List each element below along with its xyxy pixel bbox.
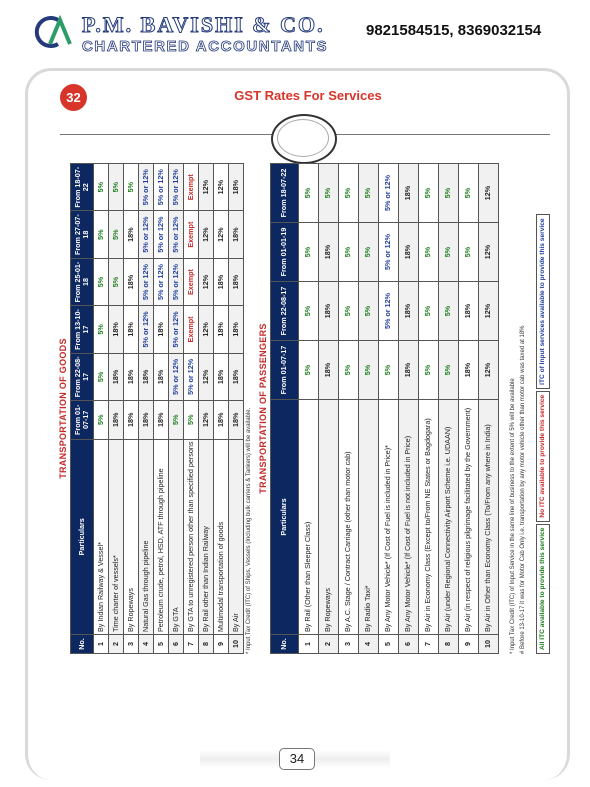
rate-cell: 5% bbox=[319, 164, 339, 223]
rate-cell: 18% bbox=[109, 401, 124, 439]
rate-cell: 18% bbox=[229, 401, 244, 439]
rate-cell: 18% bbox=[319, 223, 339, 282]
table-row bbox=[459, 164, 479, 654]
rate-cell: 18% bbox=[399, 164, 419, 223]
rate-cell: 5% or 12% bbox=[379, 164, 399, 223]
rate-cell: 12% bbox=[479, 341, 499, 400]
goods-header-2: From 01-07-17 bbox=[71, 401, 94, 439]
goods-header-0: No. bbox=[71, 635, 94, 654]
firm-logo-icon bbox=[28, 14, 76, 50]
table-row bbox=[399, 164, 419, 654]
passengers-header-2: From 01-07-17 bbox=[271, 341, 299, 400]
row-number: 7 bbox=[419, 635, 439, 654]
rate-cell: 18% bbox=[154, 401, 169, 439]
legend-all-itc: All ITC available to provide this service bbox=[536, 524, 550, 654]
rate-cell: 5% bbox=[359, 223, 379, 282]
table-row bbox=[139, 164, 154, 654]
row-number: 2 bbox=[319, 635, 339, 654]
row-particulars: By Indian Railway & Vessel* bbox=[94, 439, 109, 634]
content-inner bbox=[58, 163, 552, 654]
rate-cell: 5% bbox=[359, 341, 379, 400]
rate-cell: Exempt bbox=[184, 211, 199, 258]
row-number: 5 bbox=[154, 635, 169, 654]
row-particulars: By Radio Taxi* bbox=[359, 400, 379, 635]
rate-cell: 12% bbox=[479, 164, 499, 223]
row-particulars: Multimodal transportation of goods bbox=[214, 439, 229, 634]
firm-subtitle: CHARTERED ACCOUNTANTS bbox=[82, 38, 329, 55]
rate-cell: 5% bbox=[439, 282, 459, 341]
rate-cell: 5% or 12% bbox=[169, 164, 184, 211]
rate-cell: 5% or 12% bbox=[139, 211, 154, 258]
rate-cell: 5% bbox=[169, 401, 184, 439]
rate-cell: 5% or 12% bbox=[154, 211, 169, 258]
table-row bbox=[109, 164, 124, 654]
row-particulars: Natural Gas through pipeline bbox=[139, 439, 154, 634]
passengers-section-title: TRANSPORTATION OF PASSENGERS bbox=[258, 323, 268, 494]
table-row bbox=[339, 164, 359, 654]
rate-cell: 5% bbox=[359, 164, 379, 223]
decorative-circle-inner bbox=[277, 119, 329, 157]
rate-cell: 18% bbox=[109, 353, 124, 400]
rate-cell: 5% bbox=[109, 164, 124, 211]
passengers-header-4: From 01-01-19 bbox=[271, 223, 299, 282]
rate-cell: 18% bbox=[154, 353, 169, 400]
row-number: 3 bbox=[124, 635, 139, 654]
rate-cell: 5% bbox=[109, 258, 124, 305]
rate-cell: 18% bbox=[229, 211, 244, 258]
table-row bbox=[359, 164, 379, 654]
row-particulars: By Ropeways bbox=[319, 400, 339, 635]
rate-cell: 5% bbox=[419, 341, 439, 400]
rate-cell: 12% bbox=[199, 164, 214, 211]
legend-itc-input: ITC of Input services available to provide this service bbox=[536, 214, 550, 388]
row-particulars: By Air (under Regional Connectivity Airport Scheme i.e. UDAAN) bbox=[439, 400, 459, 635]
rate-cell: 18% bbox=[124, 306, 139, 353]
table-row bbox=[479, 164, 499, 654]
rate-cell: 5% bbox=[379, 341, 399, 400]
rate-cell: 18% bbox=[459, 282, 479, 341]
page-badge: 32 bbox=[60, 84, 87, 111]
passengers-header-1: Particulars bbox=[271, 400, 299, 635]
rate-cell: 5% bbox=[109, 211, 124, 258]
firm-name: P.M. BAVISHI & CO. bbox=[82, 12, 325, 37]
row-particulars: By Ropeways bbox=[124, 439, 139, 634]
row-number: 8 bbox=[439, 635, 459, 654]
row-number: 10 bbox=[479, 635, 499, 654]
rate-cell: 18% bbox=[214, 401, 229, 439]
rate-cell: 5% bbox=[94, 164, 109, 211]
row-number: 5 bbox=[379, 635, 399, 654]
rate-cell: 18% bbox=[124, 401, 139, 439]
rate-cell: 5% or 12% bbox=[169, 258, 184, 305]
footer-page-number: 34 bbox=[279, 748, 315, 770]
rate-cell: 18% bbox=[399, 341, 419, 400]
row-number: 2 bbox=[109, 635, 124, 654]
rate-cell: 5% bbox=[94, 211, 109, 258]
table-row bbox=[199, 164, 214, 654]
row-particulars: By GTA to unregistered person other than specified persons bbox=[184, 439, 199, 634]
goods-header-5: From 25-01-18 bbox=[71, 258, 94, 305]
table-row bbox=[319, 164, 339, 654]
row-particulars: Petroleum crude, petrol, HSD, ATF through pipeline bbox=[154, 439, 169, 634]
rate-cell: 18% bbox=[399, 282, 419, 341]
rate-cell: 5% bbox=[439, 223, 459, 282]
rate-cell: 18% bbox=[319, 282, 339, 341]
rate-cell: 5% bbox=[94, 401, 109, 439]
rate-cell: 5% bbox=[339, 282, 359, 341]
rate-cell: 5% bbox=[94, 258, 109, 305]
goods-section-title: TRANSPORTATION OF GOODS bbox=[58, 338, 68, 479]
rate-cell: 5% bbox=[299, 164, 319, 223]
phone-number: 9821584515, 8369032154 bbox=[366, 22, 542, 39]
row-number: 8 bbox=[199, 635, 214, 654]
legend-no-itc: No ITC available to provide this service bbox=[536, 391, 550, 522]
rate-cell: 5% bbox=[94, 353, 109, 400]
goods-table bbox=[70, 163, 244, 654]
rate-cell: Exempt bbox=[184, 258, 199, 305]
table-row bbox=[419, 164, 439, 654]
table-row bbox=[94, 164, 109, 654]
row-particulars: By Any Motor Vehicle* (If Cost of Fuel is included in Price)* bbox=[379, 400, 399, 635]
table-row bbox=[439, 164, 459, 654]
table-row bbox=[169, 164, 184, 654]
row-particulars: By Air in Economy Class (Except to/From NE States or Bagdogara) bbox=[419, 400, 439, 635]
rate-cell: 12% bbox=[479, 282, 499, 341]
row-particulars: By Rail other than Indian Railway bbox=[199, 439, 214, 634]
rate-cell: 5% bbox=[459, 164, 479, 223]
passengers-header-5: From 18-07-22 bbox=[271, 164, 299, 223]
table-row bbox=[184, 164, 199, 654]
row-number: 7 bbox=[184, 635, 199, 654]
goods-header-7: From 18-07-22 bbox=[71, 164, 94, 211]
goods-header-3: From 22-08-17 bbox=[71, 353, 94, 400]
row-particulars: Time charter of vessels* bbox=[109, 439, 124, 634]
rate-cell: 5% or 12% bbox=[139, 306, 154, 353]
rate-cell: 18% bbox=[229, 306, 244, 353]
table-row bbox=[124, 164, 139, 654]
passengers-header-0: No. bbox=[271, 635, 299, 654]
goods-header-6: From 27-07-18 bbox=[71, 211, 94, 258]
rate-cell: 12% bbox=[479, 223, 499, 282]
row-number: 4 bbox=[139, 635, 154, 654]
page-title: GST Rates For Services bbox=[234, 88, 382, 103]
rate-cell: 12% bbox=[199, 306, 214, 353]
passengers-table bbox=[270, 163, 499, 654]
rate-cell: 12% bbox=[199, 258, 214, 305]
rate-cell: 5% or 12% bbox=[139, 258, 154, 305]
rate-cell: 5% or 12% bbox=[169, 211, 184, 258]
rate-cell: 5% bbox=[124, 164, 139, 211]
row-number: 6 bbox=[399, 635, 419, 654]
goods-header-1: Particulars bbox=[71, 439, 94, 634]
rate-cell: 5% bbox=[459, 223, 479, 282]
rate-cell: Exempt bbox=[184, 164, 199, 211]
row-particulars: By Air bbox=[229, 439, 244, 634]
rotated-content bbox=[58, 163, 552, 654]
row-number: 10 bbox=[229, 635, 244, 654]
rate-cell: 5% bbox=[184, 401, 199, 439]
rate-cell: 18% bbox=[109, 306, 124, 353]
row-number: 1 bbox=[94, 635, 109, 654]
rate-cell: 12% bbox=[214, 164, 229, 211]
row-particulars: By Air in Other than Economy Class (To/From any where in India) bbox=[479, 400, 499, 635]
rate-cell: 18% bbox=[229, 258, 244, 305]
passengers-note-2: # Before 13-10-17 it was for Motor Cab Only i.e. transportation by any motor vehicle other than motor cab was taxed at 18% bbox=[520, 325, 526, 654]
rate-cell: 18% bbox=[214, 353, 229, 400]
rate-cell: 5% or 12% bbox=[139, 164, 154, 211]
rate-cell: 12% bbox=[199, 211, 214, 258]
row-number: 6 bbox=[169, 635, 184, 654]
rate-cell: 5% bbox=[419, 164, 439, 223]
rate-cell: Exempt bbox=[184, 306, 199, 353]
rate-cell: 18% bbox=[124, 258, 139, 305]
rate-cell: 5% bbox=[439, 164, 459, 223]
row-particulars: By GTA bbox=[169, 439, 184, 634]
goods-note: * Input Tax Credit (ITC) of Ships, Vessels (Including bulk carriers & Tankers) will be available. bbox=[246, 407, 252, 654]
table-row bbox=[299, 164, 319, 654]
row-particulars: By A.C. Stage / Contract Carriage (other than motor cab) bbox=[339, 400, 359, 635]
row-particulars: By Air (in respect of religious pilgrimage facilitated by the Government) bbox=[459, 400, 479, 635]
rate-cell: 18% bbox=[214, 258, 229, 305]
row-number: 9 bbox=[459, 635, 479, 654]
rate-cell: 5% bbox=[359, 282, 379, 341]
rate-cell: 18% bbox=[399, 223, 419, 282]
rate-cell: 18% bbox=[124, 211, 139, 258]
rate-cell: 18% bbox=[139, 401, 154, 439]
rate-cell: 5% bbox=[339, 164, 359, 223]
row-number: 1 bbox=[299, 635, 319, 654]
row-number: 3 bbox=[339, 635, 359, 654]
rate-cell: 5% or 12% bbox=[169, 306, 184, 353]
table-row bbox=[154, 164, 169, 654]
rate-cell: 5% bbox=[439, 341, 459, 400]
rate-cell: 5% bbox=[299, 282, 319, 341]
rate-cell: 18% bbox=[459, 341, 479, 400]
rate-cell: 5% or 12% bbox=[154, 258, 169, 305]
rate-cell: 18% bbox=[124, 353, 139, 400]
rate-cell: 5% or 12% bbox=[379, 223, 399, 282]
rate-cell: 5% bbox=[299, 341, 319, 400]
rate-cell: 18% bbox=[319, 341, 339, 400]
legend bbox=[536, 212, 550, 654]
rate-cell: 5% bbox=[419, 282, 439, 341]
row-particulars: By Any Motor Vehicle* (If Cost of Fuel is not included in Price) bbox=[399, 400, 419, 635]
table-row bbox=[379, 164, 399, 654]
rate-cell: 12% bbox=[199, 401, 214, 439]
passengers-header-3: From 22-08-17 bbox=[271, 282, 299, 341]
rate-cell: 18% bbox=[214, 306, 229, 353]
rate-cell: 5% bbox=[339, 223, 359, 282]
table-row bbox=[229, 164, 244, 654]
rate-cell: 5% or 12% bbox=[184, 353, 199, 400]
goods-header-4: From 13-10-17 bbox=[71, 306, 94, 353]
rate-cell: 18% bbox=[139, 353, 154, 400]
rate-cell: 5% or 12% bbox=[154, 164, 169, 211]
table-row bbox=[214, 164, 229, 654]
rate-cell: 12% bbox=[199, 353, 214, 400]
rate-cell: 5% bbox=[94, 306, 109, 353]
passengers-note-1: * Input Tax Credit (ITC) of Input Service in the same line of business to the extent of 5% will be available bbox=[510, 378, 516, 654]
rate-cell: 5% bbox=[419, 223, 439, 282]
row-number: 9 bbox=[214, 635, 229, 654]
rate-cell: 18% bbox=[229, 353, 244, 400]
rate-cell: 18% bbox=[154, 306, 169, 353]
rate-cell: 5% or 12% bbox=[169, 353, 184, 400]
row-number: 4 bbox=[359, 635, 379, 654]
rate-cell: 5% or 12% bbox=[379, 282, 399, 341]
row-particulars: By Rail (Other than Sleeper Class) bbox=[299, 400, 319, 635]
rate-cell: 18% bbox=[229, 164, 244, 211]
rate-cell: 5% bbox=[339, 341, 359, 400]
rate-cell: 12% bbox=[214, 211, 229, 258]
rate-cell: 5% bbox=[299, 223, 319, 282]
